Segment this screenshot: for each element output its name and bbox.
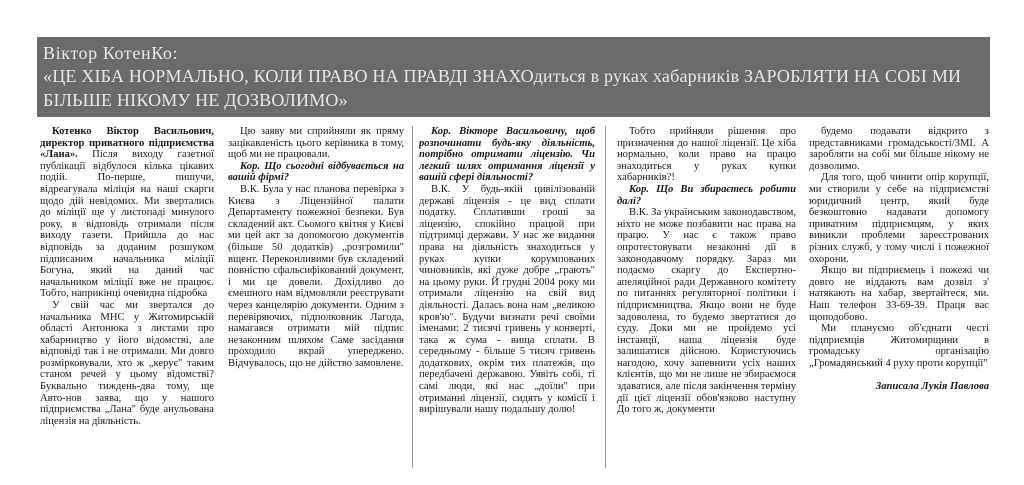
paragraph: Для того, щоб чинити опір корупції, ми створили у себе на підприємстві юридичний центр, який буде безкоштовно надавати допомогу приватним підприємцям, у яких виникли проблеми зареєстрованих різних служб, у тому числі і пожежної охорони.	[809, 172, 989, 265]
signature: Записала Лукія Павлова	[875, 381, 989, 393]
article-column-1	[40, 126, 214, 474]
interview-question: Кор. Що Ви збираєтесь робити далі?	[617, 183, 796, 207]
paragraph: Цю заяву ми сприйняли як пряму зацікавленість цього керівника в тому, щоб ми не працювали.	[228, 126, 404, 161]
article-author-title: Віктор КотенКо:	[43, 43, 179, 63]
column-divider	[412, 126, 413, 468]
column-divider	[605, 126, 606, 468]
interview-question: Кор. Вікторе Васильовичу, щоб розпочинати будь-яку діяльність, потрібно отримати ліцензію. Чи легкий шлях отримання ліцензії у вашій сфері діяльності?	[419, 126, 595, 184]
paragraph: Якщо ви підприємець і пожежі чи довго не віддають вам дозвіл з' натякають на хабар, звертайтеся, ми. Наш телефон 33-69-39. Праця вас щоподобово.	[809, 265, 989, 323]
intro-text: Після виходу газетної публікації відбулося кілька цікавих подій. По-перше, пишучи, відреагувала міліція на наші скарги щодо дій невідомих. Ми звертались до міліції ще у листопаді минулого року, в відповідь отримали після виходу газети. Прийшла до нас відповідь за доданим розшуком підписаним начальника міліції Богуна, який на даний час начальником міліції вже не працює. Тобто, наприкінці очевидна підробка	[40, 149, 214, 300]
paragraph: В.К. Була у нас планова перевірка з Києва з Ліцензійної палати Департаменту пожежної безпеки. Був складений акт. Cьомого квітня у Києві ми цей акт за допомогою документів (більше 50 додатків) „розгромили" вщент. Переконливими був складений повністю сфальсифікований документ, і ми це довели. Дохідливо до ємешного нам відмовляли реєструвати через канцелярію документи. Одним з перевіряючих, підполковник Лагода, намагався отримати мій підпис незаконним шляхом Саме засідання проходило вкрай упереджено. Відчувалось, що не дійство замовлене.	[228, 183, 404, 369]
article-column-4	[617, 126, 796, 474]
article-column-3	[419, 126, 595, 474]
paragraph: У свій час ми звертался до начальника МНС у Житомирській області Антонюка з листами про хабарництво у його відомстві, але відповіді так і не отримали. Ми довго розмірковували, хто ж „керує" таким станом речей у цьому відомстві? Буквально тиждень-два тому, ще Авто-нов заява, що у нашого підприємства „Лана" буде анульована ліцензія на діяльність.	[40, 299, 214, 427]
paragraph: В.К. За українським законодавством, ніхто не може позбавити нас права на працю. У нас є також право опротестовувати незаконні дії в законодавчому порядку. Зараз ми подаємо скаргу до Експертно-апеляційної ради Державного комітету по питаннях регуляторної політики і підприємництва. Якщо вони не буде задоволена, то будемо звертатися до суду. Доки ми не пройдемо усі інстанції, наша ліцензія буде залишатися дійсною. Користуючись нагодою, хочу запевнити усіх наших клієнтів, що ми не лише не збираємося здаватися, але після закінчення терміну дії цієї ліцензії обов'язково наступну До того ж, документи	[617, 207, 796, 416]
article-header	[37, 37, 990, 117]
paragraph: Тобто прийняли рішення про призначення до нашої ліцензії. Це хіба нормально, коли право на працю знаходиться у руках купки хабарників?!	[617, 126, 796, 184]
article-column-2	[228, 126, 404, 474]
paragraph: В.К. У будь-якій цивілізованій державі ліцензія - це вид сплати податку. Сплативши гроші за ліцензію, спокійно працюй при підтримці держави. У нас же видання права на діяльність знаходиться у руках купки корумпованих чиновників, які дуже добре „грають" на цьому руки. Й грудні 2004 року ми отримали ліцензію на свій вид діяльності. Далась вона нам „великою кров'ю". Будучи визнати речі своїми іменами: 2 тисячі гривень у конверті, така ж сума - вища сплати. В середньому - більше 5 тисяч гривень додаткових, окрім тих платежів, що передбачені державою. Уявіть собі, ті самі люди, які нас „доїли" при отриманні ліцензії, сидять у комісії і вирішували нашу подальшу долю!	[419, 183, 595, 416]
article-column-5	[809, 126, 989, 474]
intro-bold-name: Котенко Віктор Васильович, директор приватного підприємства «Лана».	[40, 126, 214, 161]
interview-question: Кор. Що сьогодні відбувається на вашій фірмі?	[228, 160, 404, 184]
paragraph: Ми плануємо об'єднати честі підприємців Житомирщини в громадську організацію „Громадянський 4 руху проти корупції"	[809, 323, 989, 369]
paragraph: будемо подавати відкрито з представниками громадськості/ЗМІ. А заробляти на собі ми більше нікому не дозволимо.	[809, 126, 989, 172]
article-headline: «ЦЕ ХІБА НОРМАЛЬНО, КОЛИ ПРАВО НА ПРАВДІ ЗНАХОдиться в руках хабарників ЗАРОБЛЯТИ НА СОБІ МИ БІЛЬШЕ НІКОМУ НЕ ДОЗВОЛИМО»	[43, 66, 962, 110]
intro-paragraph	[40, 126, 214, 300]
